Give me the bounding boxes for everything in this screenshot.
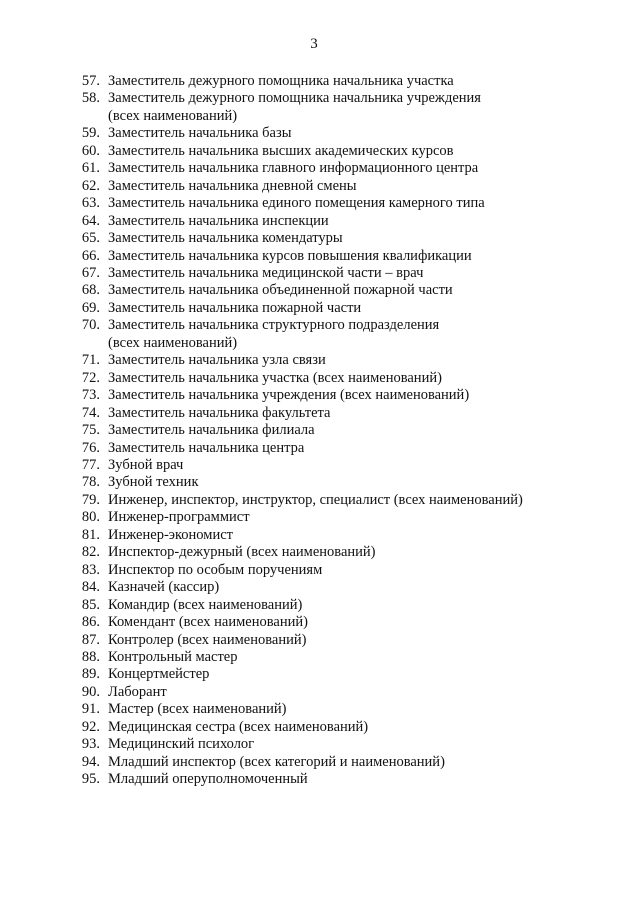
list-item-text: Заместитель начальника инспекции (108, 212, 329, 229)
list-item-number: 63. (81, 195, 100, 212)
position-list (70, 73, 610, 789)
list-item-number: 57. (81, 73, 100, 89)
list-item-text: Комендант (всех наименований) (108, 614, 308, 631)
list-item (70, 649, 610, 666)
list-item (70, 736, 610, 753)
list-item (70, 178, 610, 195)
list-item-text: Медицинский психолог (108, 736, 255, 753)
list-item-number: 58. (81, 90, 100, 107)
list-item (70, 143, 610, 160)
list-item-number: 69. (81, 299, 100, 316)
list-item-text: Зубной врач (108, 456, 184, 473)
list-item-text: Заместитель начальника структурного подразделения (всех наименований) (108, 317, 440, 351)
list-item (70, 370, 610, 387)
list-item-number: 74. (81, 404, 100, 421)
list-item-text: Заместитель начальника базы (108, 125, 292, 142)
list-item-number: 59. (81, 125, 100, 142)
list-item-text: Заместитель начальника единого помещения камерного типа (108, 195, 485, 212)
list-item (70, 474, 610, 491)
list-item-text: Заместитель начальника участка (всех наименований) (108, 369, 442, 386)
list-item (70, 701, 610, 718)
list-item (70, 160, 610, 177)
list-item-text: Заместитель дежурного помощника начальника участка (108, 73, 454, 89)
list-item-text: Командир (всех наименований) (108, 596, 303, 613)
list-item (70, 562, 610, 579)
list-item-number: 84. (81, 579, 100, 596)
list-item-number: 71. (81, 352, 100, 369)
list-item (70, 125, 610, 142)
list-item (70, 230, 610, 247)
list-item-number: 70. (81, 317, 100, 334)
list-item-number: 64. (81, 212, 100, 229)
list-item (70, 265, 610, 282)
list-item-number: 87. (81, 631, 100, 648)
list-item-text: Заместитель начальника комендатуры (108, 230, 343, 247)
list-item (70, 544, 610, 561)
list-item (70, 597, 610, 614)
list-item (70, 666, 610, 683)
list-item-number: 60. (81, 142, 100, 159)
list-item-number: 83. (81, 561, 100, 578)
list-item (70, 457, 610, 474)
list-item-number: 89. (81, 666, 100, 683)
list-item-text: Заместитель начальника главного информационного центра (108, 160, 479, 177)
list-item-text: Медицинская сестра (всех наименований) (108, 718, 369, 735)
list-item-text: Лаборант (108, 683, 167, 700)
list-item-text: Контрольный мастер (108, 648, 238, 665)
list-item-text: Инженер-программист (108, 509, 250, 526)
list-item-text: Заместитель дежурного помощника начальника учреждения (всех наименований) (108, 90, 481, 124)
list-item (70, 282, 610, 299)
list-item-number: 94. (81, 753, 100, 770)
list-item-number: 68. (81, 282, 100, 299)
list-item (70, 527, 610, 544)
list-item (70, 248, 610, 265)
list-item-number: 91. (81, 701, 100, 718)
list-item (70, 614, 610, 631)
list-item-text: Казначей (кассир) (108, 579, 220, 596)
list-item-text: Инженер-экономист (108, 526, 233, 543)
list-item-text: Заместитель начальника центра (108, 439, 305, 456)
list-item (70, 509, 610, 526)
list-item-number: 81. (81, 526, 100, 543)
list-item (70, 387, 610, 404)
list-item-number: 88. (81, 648, 100, 665)
list-item-number: 62. (81, 177, 100, 194)
list-item-number: 65. (81, 230, 100, 247)
list-item-text: Заместитель начальника пожарной части (108, 299, 362, 316)
list-item (70, 719, 610, 736)
list-item-number: 78. (81, 474, 100, 491)
list-item (70, 317, 610, 352)
list-item-number: 82. (81, 544, 100, 561)
list-item-text: Заместитель начальника объединенной пожарной части (108, 282, 453, 299)
list-item (70, 352, 610, 369)
list-item-text: Контролер (всех наименований) (108, 631, 307, 648)
list-item-text: Заместитель начальника дневной смены (108, 177, 357, 194)
list-item-text: Заместитель начальника курсов повышения квалификации (108, 247, 472, 264)
list-item-text: Заместитель начальника узла связи (108, 352, 326, 369)
list-item-number: 73. (81, 387, 100, 404)
list-item-number: 79. (81, 491, 100, 508)
list-item-number: 67. (81, 264, 100, 281)
list-item-text: Инспектор по особым поручениям (108, 561, 323, 578)
list-item-number: 61. (81, 160, 100, 177)
list-item-number: 72. (81, 369, 100, 386)
list-item-text: Заместитель начальника факультета (108, 404, 331, 421)
list-item (70, 405, 610, 422)
list-item-number: 75. (81, 422, 100, 439)
list-item (70, 684, 610, 701)
list-item (70, 440, 610, 457)
list-item-number: 90. (81, 683, 100, 700)
list-item (70, 754, 610, 771)
list-item (70, 73, 610, 90)
list-item-number: 66. (81, 247, 100, 264)
list-item (70, 195, 610, 212)
list-item-text: Заместитель начальника высших академических курсов (108, 142, 454, 159)
list-item (70, 771, 610, 788)
list-item-text: Заместитель начальника медицинской части – врач (108, 264, 424, 281)
list-item (70, 579, 610, 596)
list-item-text: Мастер (всех наименований) (108, 701, 287, 718)
list-item-number: 76. (81, 439, 100, 456)
list-item-text: Инспектор-дежурный (всех наименований) (108, 544, 376, 561)
list-item-number: 86. (81, 614, 100, 631)
list-item (70, 300, 610, 317)
list-item-number: 93. (81, 736, 100, 753)
list-item-text: Зубной техник (108, 474, 199, 491)
list-item-text: Младший оперуполномоченный (108, 771, 308, 788)
list-item-text: Младший инспектор (всех категорий и наименований) (108, 753, 445, 770)
page-number: 3 (310, 36, 318, 52)
list-item-number: 85. (81, 596, 100, 613)
list-item-text: Заместитель начальника учреждения (всех наименований) (108, 387, 470, 404)
list-item-number: 77. (81, 456, 100, 473)
list-item (70, 632, 610, 649)
list-item-number: 95. (81, 771, 100, 788)
list-item (70, 90, 610, 125)
list-item (70, 492, 610, 509)
list-item-text: Концертмейстер (108, 666, 210, 683)
list-item-number: 80. (81, 509, 100, 526)
list-item-text: Инженер, инспектор, инструктор, специалист (всех наименований) (108, 491, 523, 508)
list-item (70, 213, 610, 230)
list-item-number: 92. (81, 718, 100, 735)
list-item-text: Заместитель начальника филиала (108, 422, 315, 439)
list-item (70, 422, 610, 439)
